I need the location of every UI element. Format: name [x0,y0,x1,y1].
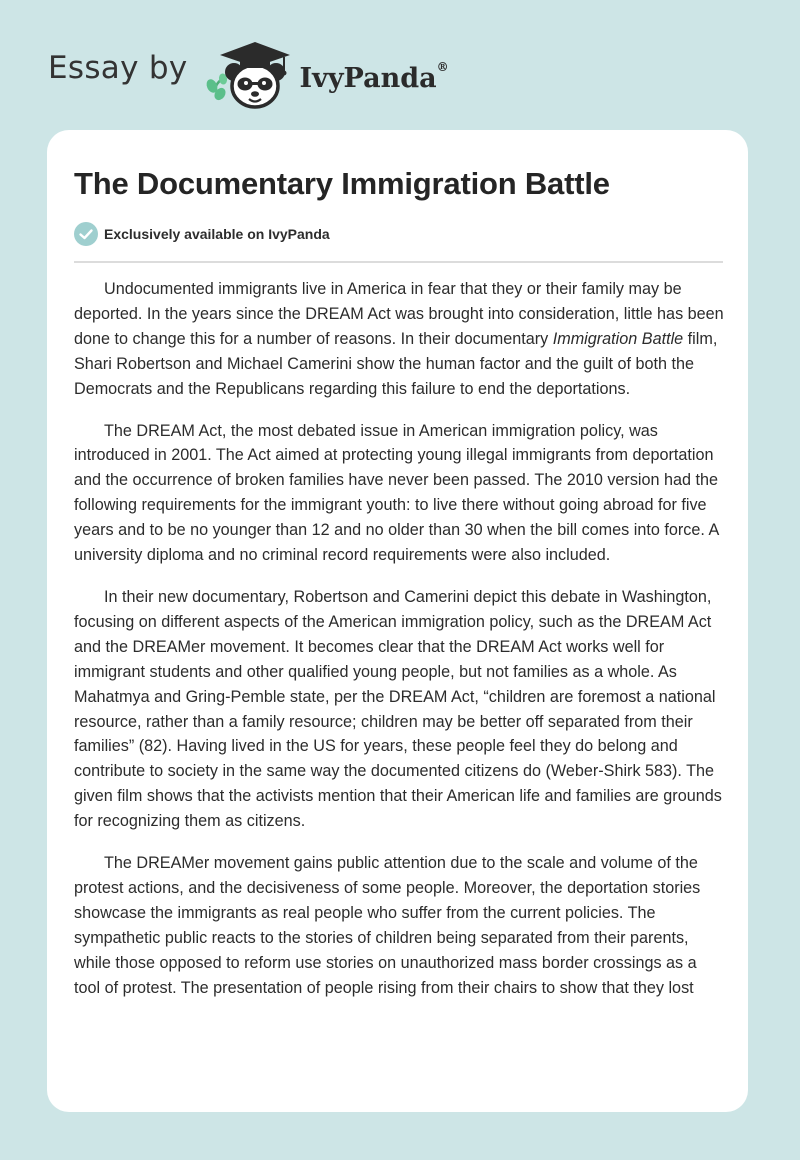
essay-body [74,277,724,1017]
divider [74,261,723,263]
page-title: The Documentary Immigration Battle [74,166,610,201]
registered-mark: ® [436,59,449,74]
check-circle-icon [74,222,98,246]
paragraph: Undocumented immigrants live in America in fear that they or their family may be deported. In the years since the DREAM Act was brought into consideration, little has been done to change this for a number of reasons. In their documentary Immigration Battle film, Shari Robertson and Michael Camerini show the human factor and the guilt of both the Democrats and the Republicans regarding this failure to end the deportations. [74,280,724,398]
brand-name[interactable]: IvyPanda® [299,59,449,94]
essay-card [47,130,748,1112]
paragraph: In their new documentary, Robertson and Camerini depict this debate in Washington, focusing on different aspects of the American immigration policy, such as the DREAM Act and the DREAMer movement. It becomes clear that the DREAM Act works well for immigrant students and other qualified young people, but not families as a whole. As Mahatmya and Gring-Pemble state, per the DREAM Act, “children are foremost a national resource, rather than a family resource; children may be better off separated from their families” (82). Having lived in the US for years, these people feel they do belong and contribute to society in the same way the documented citizens do (Weber-Shirk 583). The given film shows that the activists mention that their American life and families are grounds for recognizing them as citizens. [74,587,722,831]
brand-prefix: Essay by [48,50,188,86]
exclusive-badge-text: Exclusively available on IvyPanda [104,226,330,242]
panda-graduate-icon[interactable] [202,34,298,114]
exclusive-badge [74,222,330,246]
paragraph: The DREAM Act, the most debated issue in American immigration policy, was introduced in 2001. The Act aimed at protecting young illegal immigrants from deportation and the occurrence of broken families have never been passed. The 2010 version had the following requirements for the immigrant youth: to live there without going abroad for five years and to be no younger than 12 and no older than 30 when the bill comes into force. A university diploma and no criminal record requirements were also included. [74,421,719,565]
paragraph: The DREAMer movement gains public attention due to the scale and volume of the protest actions, and the decisiveness of some people. Moreover, the deportation stories showcase the immigrants as real people who suffer from the current policies. The sympathetic public reacts to the stories of children being separated from their parents, while those opposed to reform use stories on unauthorized mass border crossings as a tool of protest. The presentation of people rising from their chairs to show that they lost [74,854,701,997]
site-header [48,34,449,114]
film-title: Immigration Battle [552,329,684,348]
